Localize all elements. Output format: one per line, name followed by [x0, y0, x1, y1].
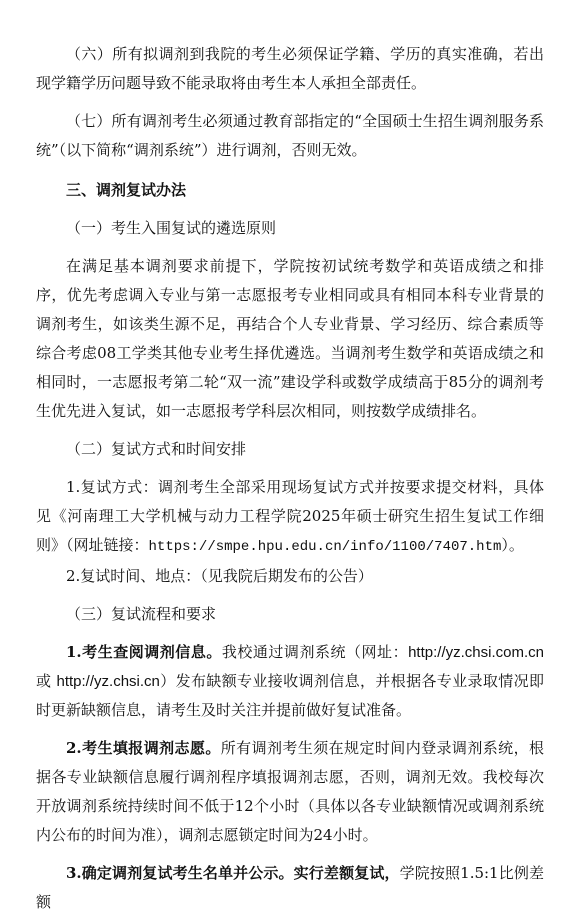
step-one-or: 或 [36, 672, 57, 690]
item-retest-time: 2.复试时间、地点：（见我院后期发布的公告） [66, 567, 373, 585]
step-one-text: 我校通过调剂系统（网址： [221, 643, 409, 661]
step-one-paragraph [36, 638, 544, 725]
subheading-two: （二）复试方式和时间安排 [66, 440, 247, 458]
step-three-title: 3.确定调剂复试考生名单并公示。实行差额复试， [66, 864, 400, 882]
step-three-paragraph [36, 859, 544, 917]
retest-details-link[interactable]: https://smpe.hpu.edu.cn/info/1100/7407.htm [148, 539, 502, 555]
section-heading-three: 三、调剂复试办法 [66, 181, 187, 199]
subheading-one: （一）考生入围复试的遴选原则 [66, 219, 277, 237]
paragraph-seven: （七）所有调剂考生必须通过教育部指定的“全国硕士生招生调剂服务系统”（以下简称“调剂系统”）进行调剂，否则无效。 [36, 112, 544, 159]
step-one-text-cont: ）发布缺额专业接收调剂信息，并根据各专业录取情况即时更新缺额信息，请考生及时关注并提前做好复试准备。 [36, 672, 544, 719]
step-two-title: 2.考生填报调剂志愿。 [66, 739, 221, 757]
paragraph-six: （六）所有拟调剂到我院的考生必须保证学籍、学历的真实准确，若出现学籍学历问题导致不能录取将由考生本人承担全部责任。 [36, 45, 544, 92]
item-retest-method [36, 473, 544, 562]
item-retest-method-end: ）。 [501, 536, 524, 554]
step-two-paragraph [36, 734, 544, 850]
step-two-text: 所有调剂考生须在规定时间内登录调剂系统，根据各专业缺额信息履行调剂程序填报调剂志愿，否则，调剂无效。我校每次开放调剂系统持续时间不低于12个小时（具体以各专业缺额情况或调剂系统内公布的时间为准），调剂志愿锁定时间为24小时。 [36, 739, 544, 844]
chsi-link-primary[interactable]: http://yz.chsi.com.cn [408, 644, 544, 661]
item-retest-method-text: 1.复试方式：调剂考生全部采用现场复试方式并按要求提交材料，具体见《河南理工大学机械与动力工程学院2025年硕士研究生招生复试工作细则》（网址链接： [36, 478, 544, 554]
paragraph-selection-principle: 在满足基本调剂要求前提下，学院按初试统考数学和英语成绩之和排序，优先考虑调入专业与第一志愿报考专业相同或具有相同本科专业背景的调剂考生，如该类生源不足，再结合个人专业背景、学习经历、综合素质等综合考虑08工学类其他专业考生择优遴选。当调剂考生数学和英语成绩之和相同时，一志愿报考第二轮“双一流”建设学科或数学成绩高于85分的调剂考生优先进入复试，如一志愿报考学科层次相同，则按数学成绩排名。 [36, 257, 544, 420]
subheading-three: （三）复试流程和要求 [66, 605, 217, 623]
chsi-link-secondary[interactable]: http://yz.chsi.cn [56, 673, 160, 690]
step-one-title: 1.考生查阅调剂信息。 [66, 643, 222, 661]
step-three-text: 学院按照1.5:1比例差额 [36, 864, 544, 911]
